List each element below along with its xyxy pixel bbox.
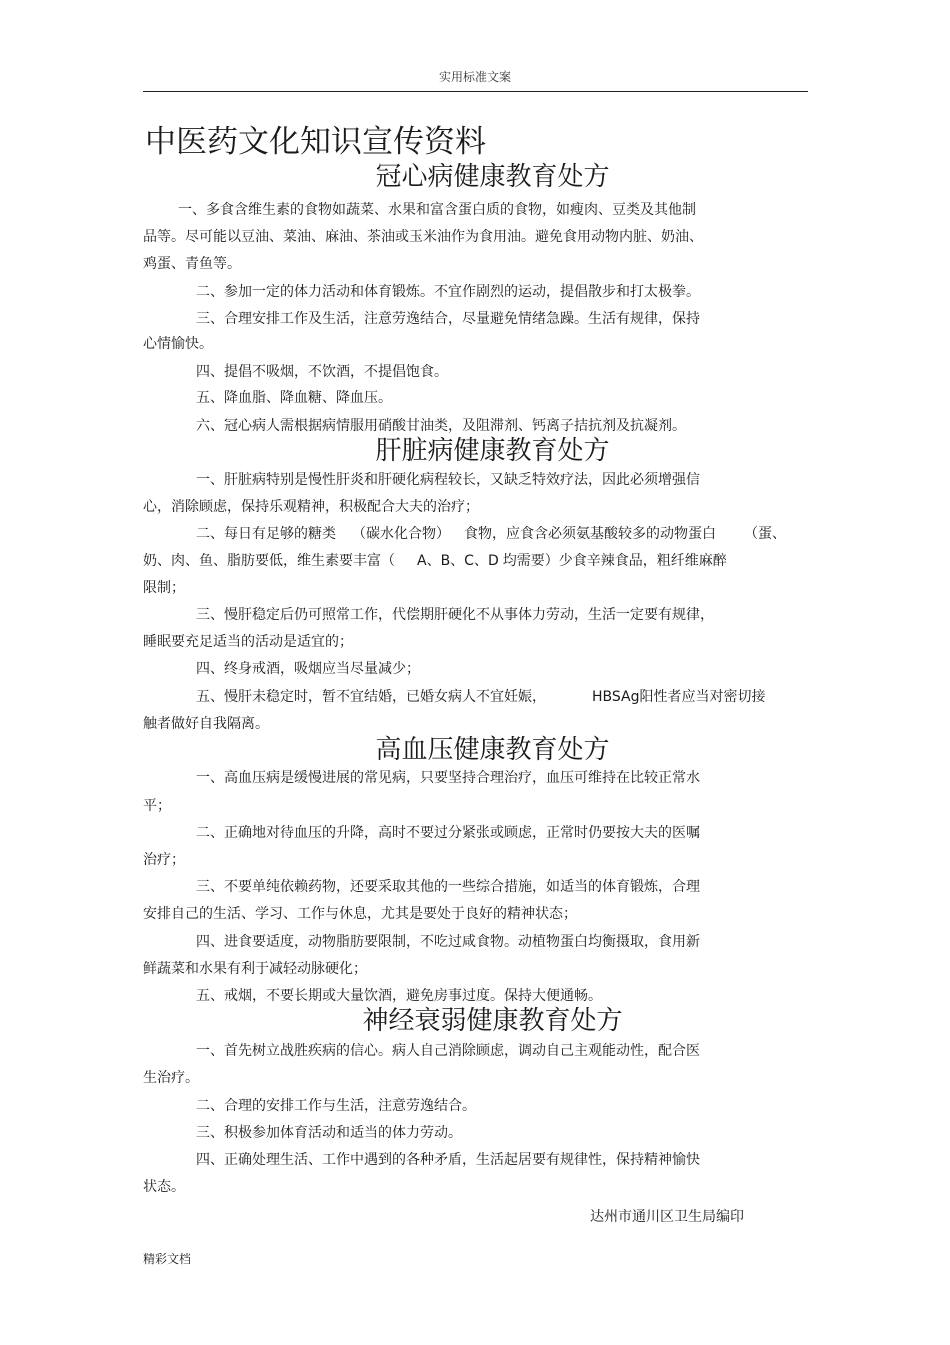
paragraph-line: 四、进食要适度，动物脂肪要限制，不吃过咸食物。动植物蛋白均衡摄取，食用新	[196, 934, 700, 950]
paragraph-line: 二、参加一定的体力活动和体育锻炼。不宜作剧烈的运动，提倡散步和打太极拳。	[196, 284, 700, 300]
paragraph-line: 二、合理的安排工作与生活，注意劳逸结合。	[196, 1098, 476, 1114]
paragraph-line: 五、降血脂、降血糖、降血压。	[196, 390, 392, 406]
line-segment: 食物，应食含必须氨基酸较多的动物蛋白	[464, 526, 716, 542]
paragraph-line: 心情愉快。	[143, 336, 213, 352]
paragraph-line	[196, 524, 786, 544]
page-footer: 精彩文档	[143, 1252, 192, 1266]
paragraph-line: 鸡蛋、青鱼等。	[143, 256, 241, 272]
paragraph-line: 二、正确地对待血压的升降，高时不要过分紧张或顾虑，正常时仍要按大夫的医嘱	[196, 825, 700, 841]
paragraph-line: 三、不要单纯依赖药物，还要采取其他的一些综合措施，如适当的体育锻炼，合理	[196, 879, 700, 895]
paragraph-line: 平；	[143, 798, 171, 814]
paragraph-line: 四、正确处理生活、工作中遇到的各种矛盾，生活起居要有规律性，保持精神愉快	[196, 1152, 700, 1168]
paragraph-line: 品等。尽可能以豆油、菜油、麻油、茶油或玉米油作为食用油。避免食用动物内脏、奶油、	[143, 229, 703, 245]
publisher-signature: 达州市通川区卫生局编印	[590, 1209, 744, 1225]
line-segment: （碳水化合物）	[352, 526, 450, 542]
paragraph-line: 状态。	[143, 1179, 185, 1195]
paragraph-line: 一、高血压病是缓慢进展的常见病，只要坚持合理治疗，血压可维持在比较正常水	[196, 770, 700, 786]
document-title: 中医药文化知识宣传资料	[145, 124, 486, 160]
paragraph-line: 限制；	[143, 580, 185, 596]
paragraph-line: 三、合理安排工作及生活，注意劳逸结合，尽量避免情绪急躁。生活有规律，保持	[196, 311, 700, 327]
line-segment: A、B、C、D	[417, 553, 499, 569]
section-title-coronary: 冠心病健康教育处方	[375, 162, 610, 192]
paragraph-line: 六、冠心病人需根据病情服用硝酸甘油类，及阻滞剂、钙离子拮抗剂及抗凝剂。	[196, 418, 686, 434]
section-title-hypertension: 高血压健康教育处方	[375, 735, 610, 765]
paragraph-line: 三、积极参加体育活动和适当的体力劳动。	[196, 1125, 462, 1141]
line-segment: （蛋、	[744, 526, 786, 542]
paragraph-line: 五、戒烟，不要长期或大量饮酒，避免房事过度。保持大便通畅。	[196, 988, 602, 1004]
line-segment: 五、慢肝未稳定时，暂不宜结婚，已婚女病人不宜妊娠，	[196, 689, 546, 705]
line-segment: 阳性者应当对密切接	[639, 689, 766, 705]
paragraph-line	[143, 551, 727, 571]
paragraph-line: 一、肝脏病特别是慢性肝炎和肝硬化病程较长，又缺乏特效疗法，因此必须增强信	[196, 472, 700, 488]
paragraph-line: 鲜蔬菜和水果有利于减轻动脉硬化；	[143, 961, 367, 977]
paragraph-line: 三、慢肝稳定后仍可照常工作，代偿期肝硬化不从事体力劳动，生活一定要有规律，	[196, 607, 714, 623]
line-segment: 奶、肉、鱼、脂肪要低，维生素要丰富（	[143, 553, 395, 569]
paragraph-line: 睡眠要充足适当的活动是适宜的；	[143, 634, 353, 650]
paragraph-line: 心，消除顾虑，保持乐观精神，积极配合大夫的治疗；	[143, 499, 479, 515]
line-segment: HBSAg	[592, 689, 640, 705]
paragraph-line: 四、提倡不吸烟，不饮酒，不提倡饱食。	[196, 364, 448, 380]
paragraph-line: 触者做好自我隔离。	[143, 716, 269, 732]
paragraph-line: 一、首先树立战胜疾病的信心。病人自己消除顾虑，调动自己主观能动性，配合医	[196, 1043, 700, 1059]
paragraph-line: 四、终身戒酒，吸烟应当尽量减少；	[196, 661, 420, 677]
paragraph-line: 生治疗。	[143, 1070, 199, 1086]
header-divider	[143, 91, 808, 92]
paragraph-line: 安排自己的生活、学习、工作与休息，尤其是要处于良好的精神状态；	[143, 906, 577, 922]
line-segment: 二、每日有足够的糖类	[196, 526, 336, 542]
paragraph-line	[196, 687, 766, 707]
paragraph-line: 治疗；	[143, 852, 185, 868]
paragraph-line: 一、多食含维生素的食物如蔬菜、水果和富含蛋白质的食物，如瘦肉、豆类及其他制	[178, 202, 696, 218]
section-title-liver: 肝脏病健康教育处方	[375, 436, 610, 466]
page-header: 实用标准文案	[438, 70, 511, 84]
section-title-neurasthenia: 神经衰弱健康教育处方	[362, 1006, 623, 1036]
line-segment: 均需要）少食辛辣食品，粗纤维麻醉	[502, 553, 727, 569]
